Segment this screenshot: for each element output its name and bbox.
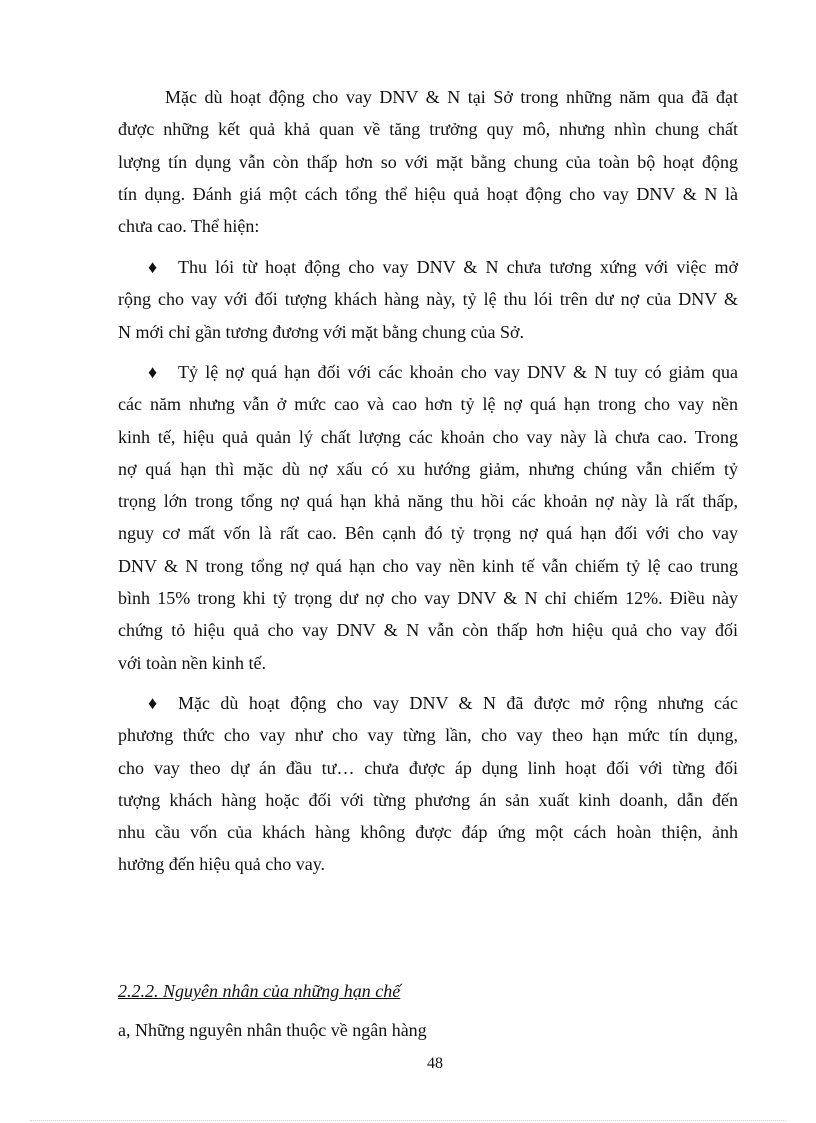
text-line <box>118 251 738 283</box>
text-line: Mặc dù hoạt động cho vay DNV & N tại Sở trong những năm qua đã đạt <box>165 87 738 107</box>
bullet-item-3 <box>118 687 738 881</box>
section-heading: 2.2.2. Nguyên nhân của những hạn chế <box>118 981 401 1001</box>
bullet-item-2 <box>118 356 738 679</box>
text-line: nợ quá hạn thì mặc dù nợ xấu có xu hướng giảm, nhưng chúng vẫn chiếm tỷ <box>118 458 738 479</box>
text-line: phương thức cho vay như cho vay từng lần, cho vay theo hạn mức tín dụng, <box>118 725 738 746</box>
text-line: cho vay theo dự án đầu tư… chưa được áp dụng linh hoạt đối với từng đối <box>118 757 738 778</box>
text-line: tín dụng. Đánh giá một cách tổng thể hiệu quả hoạt động cho vay DNV & N là <box>118 183 738 204</box>
diamond-bullet-icon: ♦ <box>148 693 158 713</box>
text-line: trọng lớn trong tổng nợ quá hạn khả năng thu hồi các khoản nợ này là rất thấp, <box>118 491 738 512</box>
page-number: 48 <box>427 1055 443 1072</box>
text-line: N mới chỉ gần tương đương với mặt bằng chung của Sở. <box>118 321 525 342</box>
bullet-text: Tỷ lệ nợ quá hạn đối với các khoản cho vay DNV & N tuy có giảm qua <box>178 362 738 382</box>
diamond-bullet-icon: ♦ <box>148 257 158 277</box>
text-line: các năm nhưng vẫn ở mức cao và cao hơn tỷ lệ nợ quá hạn trong cho vay nền <box>118 394 738 415</box>
text-line: nguy cơ mất vốn là rất cao. Bên cạnh đó tỷ trọng nợ quá hạn đối với cho vay <box>118 523 738 544</box>
text-line <box>118 356 738 388</box>
text-line: hưởng đến hiệu quả cho vay. <box>118 854 326 875</box>
text-line: tượng khách hàng hoặc đối với từng phương án sản xuất kinh doanh, dẫn đến <box>118 789 738 810</box>
text-line: nhu cầu vốn của khách hàng không được đáp ứng một cách hoàn thiện, ảnh <box>118 822 738 843</box>
text-line: rộng cho vay với đối tượng khách hàng này, tỷ lệ thu lói trên dư nợ của DNV & <box>118 289 738 310</box>
text-line: chứng tỏ hiệu quả cho vay DNV & N vẫn còn thấp hơn hiệu quả cho vay đối <box>118 620 738 641</box>
bullet-text: Mặc dù hoạt động cho vay DNV & N đã được mở rộng nhưng các <box>178 693 738 713</box>
text-line <box>118 687 738 719</box>
text-line: chưa cao. Thể hiện: <box>118 216 260 237</box>
text-line: được những kết quả khả quan về tăng trưởng quy mô, nhưng nhìn chung chất <box>118 119 738 140</box>
page-bottom-divider <box>30 1120 786 1121</box>
diamond-bullet-icon: ♦ <box>148 362 158 382</box>
bullet-item-1 <box>118 251 738 348</box>
text-line: với toàn nền kinh tế. <box>118 652 266 673</box>
text-line: kinh tế, hiệu quả quản lý chất lượng các khoản cho vay này là chưa cao. Trong <box>118 426 738 447</box>
subsection-heading: a, Những nguyên nhân thuộc về ngân hàng <box>118 1020 427 1040</box>
text-line: DNV & N trong tổng nợ quá hạn cho vay nền kinh tế vẫn chiếm tỷ lệ cao trung <box>118 555 738 576</box>
bullet-text: Thu lói từ hoạt động cho vay DNV & N chưa tương xứng với việc mở <box>178 257 738 277</box>
text-line: bình 15% trong khi tỷ trọng dư nợ cho vay DNV & N chỉ chiếm 12%. Điều này <box>118 588 738 609</box>
text-line: lượng tín dụng vẫn còn thấp hơn so với mặt bằng chung của toàn bộ hoạt động <box>118 151 738 172</box>
paragraph-intro <box>118 81 738 242</box>
